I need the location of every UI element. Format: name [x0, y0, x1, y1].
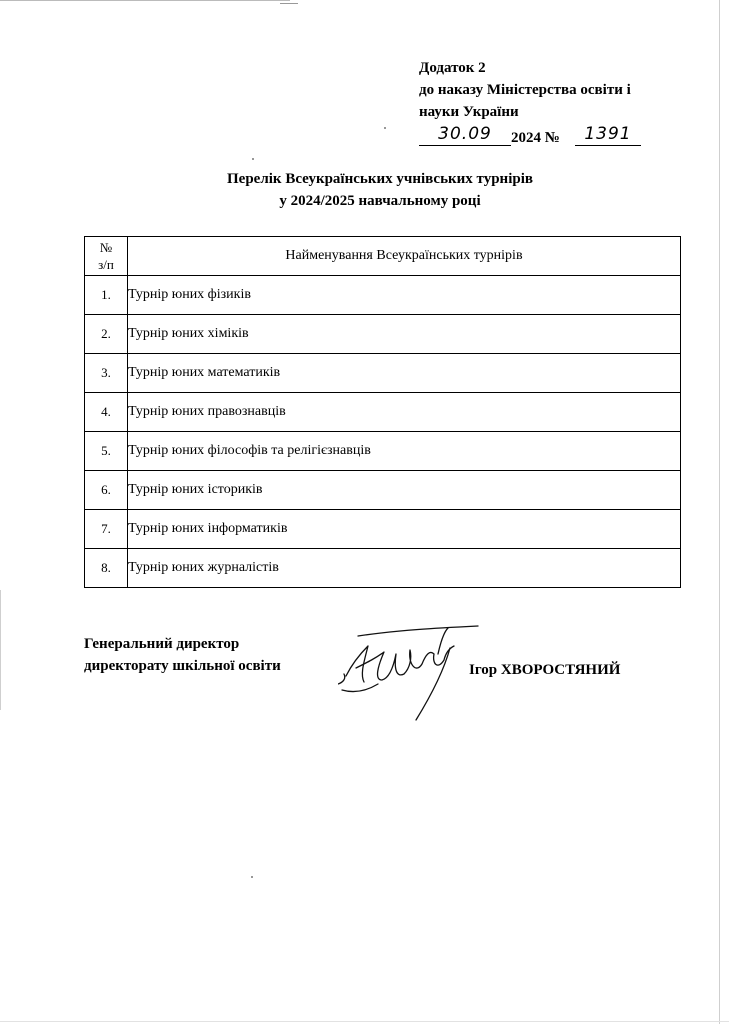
table-row	[85, 432, 681, 471]
row-number: 8.	[85, 549, 128, 588]
scan-speck	[251, 876, 253, 878]
row-number: 6.	[85, 471, 128, 510]
row-name: Турнір юних хіміків	[128, 315, 681, 354]
scan-edge-mark	[280, 3, 298, 4]
document-title	[150, 168, 610, 212]
appendix-order-ref: до наказу Міністерства освіти і	[419, 82, 631, 98]
document-title-line1: Перелік Всеукраїнських учнівських турнірів	[227, 171, 533, 187]
table-row	[85, 276, 681, 315]
row-name: Турнір юних фізиків	[128, 276, 681, 315]
row-number: 3.	[85, 354, 128, 393]
row-number: 4.	[85, 393, 128, 432]
header-name: Найменування Всеукраїнських турнірів	[128, 237, 681, 276]
scan-speck	[384, 127, 386, 129]
row-name: Турнір юних інформатиків	[128, 510, 681, 549]
header-number-sign: №	[99, 240, 113, 255]
scan-edge-left	[0, 590, 1, 710]
signatory-position-line2: директорату шкільної освіти	[84, 658, 281, 674]
appendix-ministry: науки України	[419, 104, 519, 120]
order-year: 2024 №	[511, 130, 560, 146]
header-number	[85, 237, 128, 276]
signatory-position	[84, 633, 281, 677]
order-number-handwritten: 1391	[575, 125, 641, 146]
table-header-row	[85, 237, 681, 276]
scan-edge-right	[719, 0, 720, 1024]
row-name: Турнір юних філософів та релігієзнавців	[128, 432, 681, 471]
document-title-line2: у 2024/2025 навчальному році	[279, 193, 481, 209]
scan-edge-top	[0, 0, 290, 1]
row-name: Турнір юних журналістів	[128, 549, 681, 588]
scan-speck	[252, 158, 254, 160]
row-number: 7.	[85, 510, 128, 549]
row-number: 5.	[85, 432, 128, 471]
table-row	[85, 315, 681, 354]
signatory-position-line1: Генеральний директор	[84, 636, 240, 652]
table-row	[85, 510, 681, 549]
table-row	[85, 354, 681, 393]
table-row	[85, 471, 681, 510]
appendix-header	[419, 57, 699, 149]
row-number: 1.	[85, 276, 128, 315]
header-number-abbr: з/п	[98, 257, 114, 272]
table-row	[85, 549, 681, 588]
row-name: Турнір юних істориків	[128, 471, 681, 510]
scan-edge-bottom	[0, 1021, 729, 1022]
table-row	[85, 393, 681, 432]
appendix-title: Додаток 2	[419, 60, 486, 76]
order-date-number	[419, 123, 699, 149]
row-name: Турнір юних правознавців	[128, 393, 681, 432]
order-date-handwritten: 30.09	[419, 125, 511, 146]
tournaments-table	[84, 236, 681, 588]
handwritten-signature	[338, 624, 488, 724]
signatory-name: Ігор ХВОРОСТЯНИЙ	[469, 662, 621, 678]
row-name: Турнір юних математиків	[128, 354, 681, 393]
row-number: 2.	[85, 315, 128, 354]
